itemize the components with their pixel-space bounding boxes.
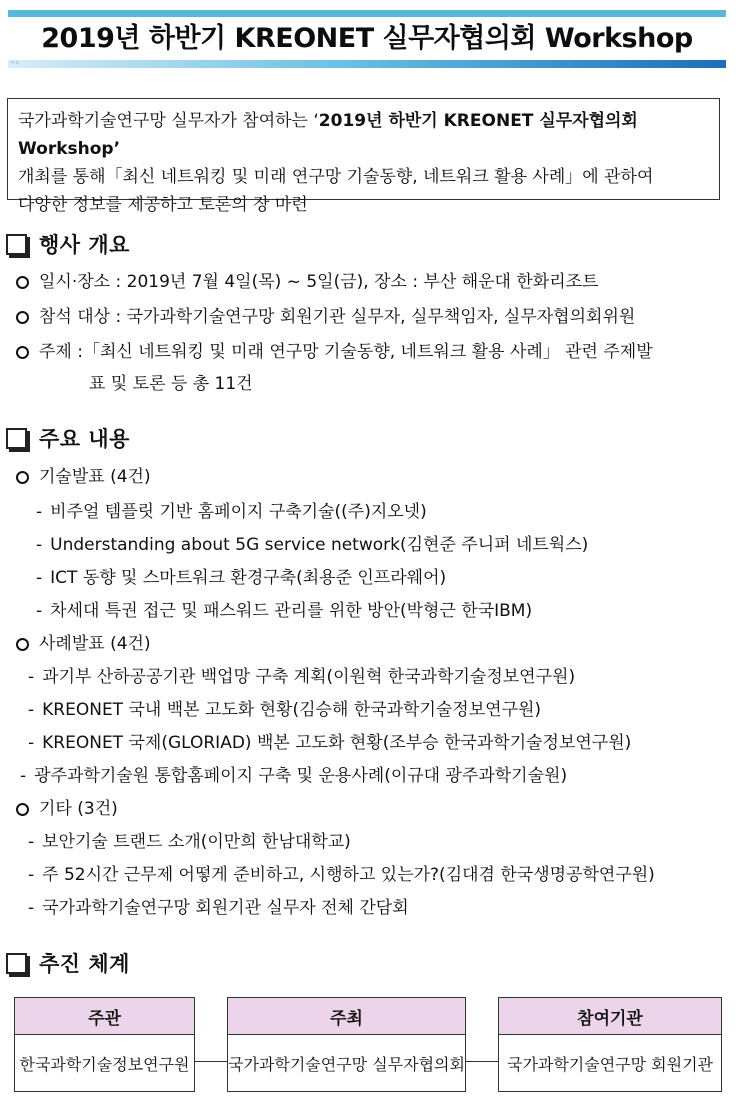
circle-bullet-icon — [16, 311, 29, 324]
org-box-head: 주관 — [15, 998, 194, 1035]
section-structure — [6, 948, 130, 978]
org-box-participants — [498, 997, 722, 1092]
org-box-body: 국가과학기술연구망 회원기관 — [506, 1054, 713, 1074]
list-item: - ICT 동향 및 스마트워크 환경구축(최용준 인프라웨어) — [36, 568, 447, 588]
checkbox-square-icon — [6, 234, 27, 255]
list-item: - KREONET 국제(GLORIAD) 백본 고도화 현황(조부승 한국과학기술정보연구원) — [28, 733, 632, 753]
circle-bullet-icon — [16, 276, 29, 289]
category-etc: 기타 (3건) — [16, 797, 118, 821]
org-box-body: 한국과학기술정보연구원 — [19, 1054, 190, 1074]
list-item: 주제 :「최신 네트워킹 및 미래 연구망 기술동향, 네트워크 활용 사례」 관련 주제발 — [16, 340, 653, 364]
list-item: - 광주과학기술원 통합홈페이지 구축 및 운용사례(이규대 광주과학기술원) — [20, 766, 568, 786]
checkbox-square-icon — [6, 428, 27, 449]
section-content — [6, 423, 130, 453]
circle-bullet-icon — [16, 803, 29, 816]
summary-line-3: 다양한 정보를 제공하고 토론의 장 마련 — [18, 195, 308, 215]
page-title: 2019년 하반기 KREONET 실무자협의회 Workshop — [41, 23, 693, 54]
org-box-host — [14, 997, 195, 1092]
summary-line-1 — [18, 107, 709, 163]
circle-bullet-icon — [16, 471, 29, 484]
org-box-body: 국가과학기술연구망 실무자협의회 — [228, 1054, 465, 1074]
org-box-head: 참여기관 — [499, 998, 721, 1035]
section-title: 추진 체계 — [39, 952, 130, 976]
connector-line — [194, 1061, 228, 1062]
list-item: - Understanding about 5G service network(김현준 주니퍼 네트웍스) — [36, 535, 589, 555]
header-band-mark: ㅋㄷ — [9, 60, 21, 67]
header-band-top — [8, 10, 726, 17]
category-cases: 사례발표 (4건) — [16, 632, 151, 656]
list-item: - 차세대 특권 접근 및 패스워드 관리를 위한 방안(박형근 한국IBM) — [36, 601, 533, 621]
org-box-organizer — [227, 997, 466, 1092]
org-box-head: 주최 — [228, 998, 465, 1035]
summary-prefix: 국가과학기술연구망 실무자가 참여하는 ‘ — [18, 111, 319, 131]
list-item: - 과기부 산하공공기관 백업망 구축 계획(이원혁 한국과학기술정보연구원) — [28, 667, 576, 687]
circle-bullet-icon — [16, 346, 29, 359]
category-tech: 기술발표 (4건) — [16, 465, 151, 489]
summary-line-2: 개최를 통해「최신 네트워킹 및 미래 연구망 기술동향, 네트워크 활용 사례」에 관하여 — [18, 167, 654, 187]
header-band-bottom — [8, 60, 726, 68]
checkbox-square-icon — [6, 953, 27, 974]
list-item: - 보안기술 트랜드 소개(이만희 한남대학교) — [28, 832, 351, 852]
list-item: - 주 52시간 근무제 어떻게 준비하고, 시행하고 있는가?(김대겸 한국생명공학연구원) — [28, 865, 655, 885]
list-item: 참석 대상 : 국가과학기술연구망 회원기관 실무자, 실무책임자, 실무자협의회위원 — [16, 305, 635, 329]
list-item-continuation: 표 및 토론 등 총 11건 — [89, 374, 253, 394]
section-title: 행사 개요 — [39, 233, 130, 257]
section-title: 주요 내용 — [39, 427, 130, 451]
list-item: 일시·장소 : 2019년 7월 4일(목) ~ 5일(금), 장소 : 부산 해운대 한화리조트 — [16, 270, 598, 294]
list-item: - 국가과학기술연구망 회원기관 실무자 전체 간담회 — [28, 898, 409, 918]
list-item: - 비주얼 템플릿 기반 홈페이지 구축기술((주)지오넷) — [36, 502, 427, 522]
circle-bullet-icon — [16, 638, 29, 651]
section-overview — [6, 229, 130, 259]
summary-box — [7, 98, 720, 215]
list-item: - KREONET 국내 백본 고도화 현황(김승해 한국과학기술정보연구원) — [28, 700, 542, 720]
connector-line — [465, 1061, 499, 1062]
summary-bold: 2019년 하반기 KREONET 실무자협의회 Workshop’ — [18, 111, 638, 159]
